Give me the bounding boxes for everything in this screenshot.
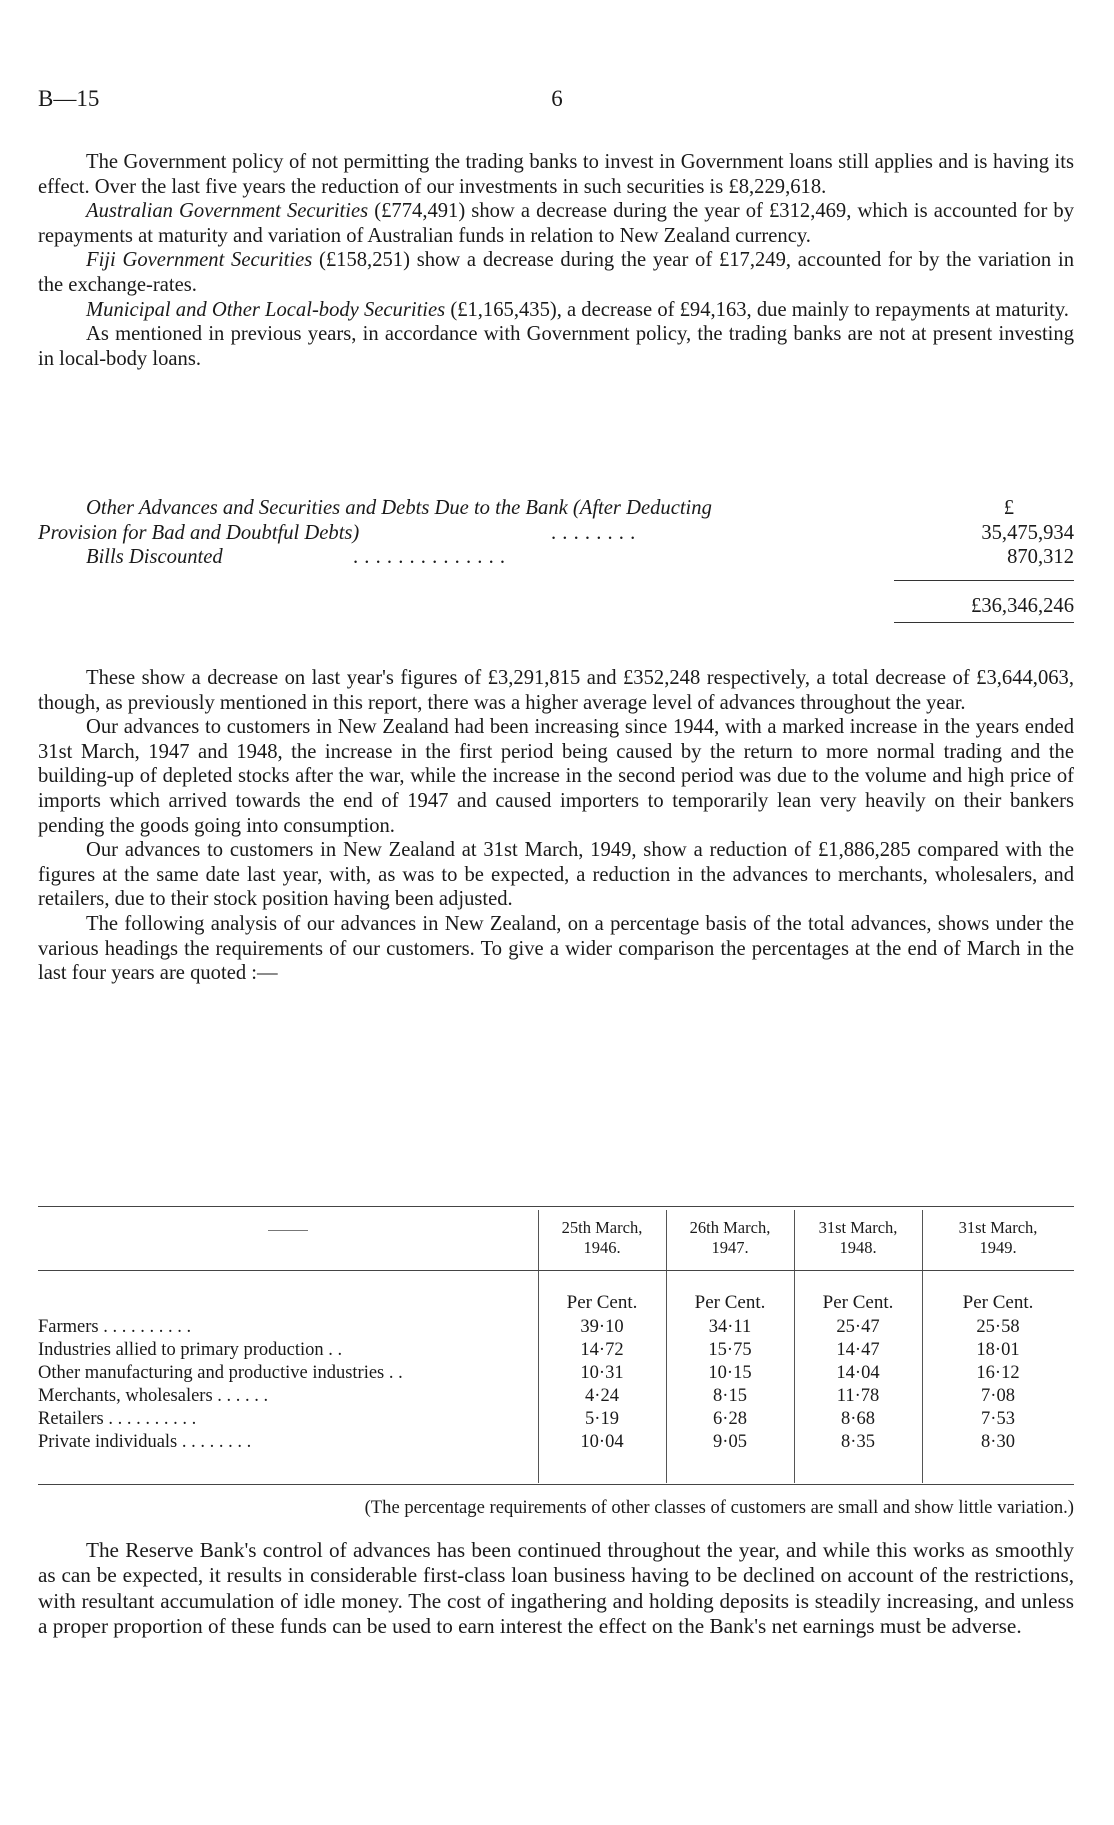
ledger-advances-amount: 35,475,934 xyxy=(981,521,1074,544)
australian-label: Australian Government Securities xyxy=(86,200,369,223)
paragraph-advances-history: Our advances to customers in New Zealand had been increasing since 1944, with a marked increase in the years ended 31st March, 1947 and 1948, the increase in the first period being caused by the return to more normal trading and the building-up of depleted stocks after the war, while the increase in the second period was due to the volume and high price of imports which arrived towards the end of 1947 and caused importers to temporarily lean very heavily on their bankers pending the goods going into consumption. xyxy=(38,716,1074,837)
unit-label: Per Cent. xyxy=(962,1292,1034,1313)
column-header-year: 1949. xyxy=(979,1238,1017,1257)
cell-value: 8·35 xyxy=(841,1432,875,1452)
row-label: Industries allied to primary production . . xyxy=(38,1340,343,1360)
paragraph-municipal-securities xyxy=(38,298,1074,323)
page-header xyxy=(38,86,1076,116)
cell-value: 25·47 xyxy=(836,1317,880,1337)
paragraph-government-policy: The Government policy of not permitting the trading banks to invest in Government loans still applies and is having its effect. Over the last five years the reduction of our investments in such securities is £8,229,618. xyxy=(38,151,1074,198)
unit-label: Per Cent. xyxy=(822,1292,894,1313)
cell-value: 14·47 xyxy=(836,1340,880,1360)
table-bottom-rule xyxy=(38,1484,1074,1485)
fiji-text: (£158,251) show a decrease during the year of £17,249, accounted for by the variation in the exchange-rates. xyxy=(38,249,1074,296)
ledger-bills-label: Bills Discounted xyxy=(86,546,223,569)
column-header-1947 xyxy=(666,1218,794,1258)
cell-value: 16·12 xyxy=(976,1363,1020,1383)
paragraph-decrease: These show a decrease on last year's figures of £3,291,815 and £352,248 respectively, a total decrease of £3,644,063, though, as previously mentioned in this report, there was a higher average level of advances throughout the year. xyxy=(38,667,1074,714)
cell-value: 14·04 xyxy=(836,1363,880,1383)
row-label: Retailers . . . . . . . . . . xyxy=(38,1409,197,1429)
column-header-year: 1946. xyxy=(583,1238,621,1257)
unit-label: Per Cent. xyxy=(694,1292,766,1313)
closing-section xyxy=(38,1538,1074,1640)
paragraph-fiji-securities xyxy=(38,248,1074,297)
australian-text: (£774,491) show a decrease during the year of £312,469, which is accounted for by repayments at maturity and variation of Australian funds in relation to New Zealand currency. xyxy=(38,200,1075,247)
paragraph-analysis-intro: The following analysis of our advances in New Zealand, on a percentage basis of the total advances, shows under the various headings the requirements of our customers. To give a wider comparison the percentages at the end of March in the last four years are quoted :— xyxy=(38,912,1074,985)
column-header-date: 31st March, xyxy=(818,1218,898,1237)
paragraph-local-body-loans: As mentioned in previous years, in accordance with Government policy, the trading banks are not at present investing in local-body loans. xyxy=(38,323,1074,370)
cell-value: 6·28 xyxy=(713,1409,747,1429)
cell-value: 10·15 xyxy=(708,1363,752,1383)
row-label: Farmers . . . . . . . . . . xyxy=(38,1317,192,1337)
column-header-date: 26th March, xyxy=(689,1218,771,1237)
cell-value: 11·78 xyxy=(836,1386,880,1406)
cell-value: 14·72 xyxy=(580,1340,624,1360)
fiji-label: Fiji Government Securities xyxy=(86,249,313,272)
cell-value: 34·11 xyxy=(708,1317,752,1337)
ledger-row-bills xyxy=(38,545,1074,570)
table-header-rule xyxy=(38,1270,1074,1271)
table-top-rule xyxy=(38,1206,1074,1207)
cell-value: 8·15 xyxy=(713,1386,747,1406)
ledger-bills-amount: 870,312 xyxy=(1007,546,1074,569)
page-number: 6 xyxy=(551,86,563,111)
row-label: Other manufacturing and productive industries . . xyxy=(38,1363,403,1383)
paragraph-australian-securities xyxy=(38,199,1074,248)
municipal-text: (£1,165,435), a decrease of £94,163, due mainly to repayments at maturity. xyxy=(445,298,1069,321)
cell-value: 7·08 xyxy=(981,1386,1015,1406)
paragraph-advances-1949: Our advances to customers in New Zealand at 31st March, 1949, show a reduction of £1,886,285 compared with the figures at the same date last year, with, as was to be expected, a reduction in the advances to merchants, wholesalers, and retailers, due to their stock position having been adjusted. xyxy=(38,839,1074,911)
ledger-row-total xyxy=(38,584,1074,620)
ledger-rule-row xyxy=(38,570,1074,584)
report-code: B—15 xyxy=(38,86,100,111)
column-header-year: 1948. xyxy=(839,1238,877,1257)
ledger-subtotal-rule xyxy=(894,580,1074,581)
ledger-dots: . . . . . . . . . . . . . . xyxy=(353,546,506,569)
column-header-date: 25th March, xyxy=(561,1218,643,1237)
cell-value: 39·10 xyxy=(580,1317,624,1337)
cell-value: 9·05 xyxy=(713,1432,747,1452)
ledger-row-advances-1 xyxy=(38,496,1074,521)
advances-section xyxy=(38,666,1074,986)
cell-value: 8·30 xyxy=(981,1432,1015,1452)
cell-value: 18·01 xyxy=(976,1340,1020,1360)
cell-value: 25·58 xyxy=(976,1317,1020,1337)
ledger-total: £36,346,246 xyxy=(971,594,1074,617)
column-header-1946 xyxy=(538,1218,666,1258)
ledger-advances-label-2: Provision for Bad and Doubtful Debts) xyxy=(38,521,360,544)
unit-label: Per Cent. xyxy=(566,1292,638,1313)
ledger-row-advances-2 xyxy=(38,521,1074,546)
cell-value: 4·24 xyxy=(585,1386,619,1406)
column-header-1948 xyxy=(794,1218,922,1258)
cell-value: 10·04 xyxy=(580,1432,624,1452)
row-label: Private individuals . . . . . . . . xyxy=(38,1432,252,1452)
column-header-1949 xyxy=(922,1218,1074,1258)
cell-value: 7·53 xyxy=(981,1409,1015,1429)
municipal-label: Municipal and Other Local-body Securities xyxy=(86,298,446,321)
ledger-rule-row xyxy=(38,620,1074,624)
cell-value: 8·68 xyxy=(841,1409,875,1429)
paragraph-reserve-bank-control: The Reserve Bank's control of advances has been continued throughout the year, and while this works as smoothly as can be expected, it results in considerable first-class loan business having to be declined on account of the restrictions, with resultant accumulation of idle money. The cost of ingathering and holding deposits is steadily increasing, and unless a proper proportion of these funds can be used to earn interest the effect on the Bank's net earnings must be adverse. xyxy=(38,1538,1074,1639)
column-header-year: 1947. xyxy=(711,1238,749,1257)
advances-ledger xyxy=(38,496,1074,624)
cell-value: 5·19 xyxy=(585,1409,619,1429)
ledger-dots: . . . . . . . . xyxy=(551,521,636,544)
ledger-total-rule xyxy=(894,622,1074,623)
table-footnote: (The percentage requirements of other classes of customers are small and show little variation.) xyxy=(364,1497,1074,1518)
intro-section xyxy=(38,150,1074,371)
column-header-date: 31st March, xyxy=(958,1218,1038,1237)
table-stub-dash xyxy=(268,1230,308,1231)
row-label: Merchants, wholesalers . . . . . . xyxy=(38,1386,269,1406)
ledger-advances-label-1: Other Advances and Securities and Debts Due to the Bank (After Deducting xyxy=(86,497,712,519)
cell-value: 10·31 xyxy=(580,1363,624,1383)
cell-value: 15·75 xyxy=(708,1340,752,1360)
ledger-currency: £ xyxy=(1003,497,1014,519)
